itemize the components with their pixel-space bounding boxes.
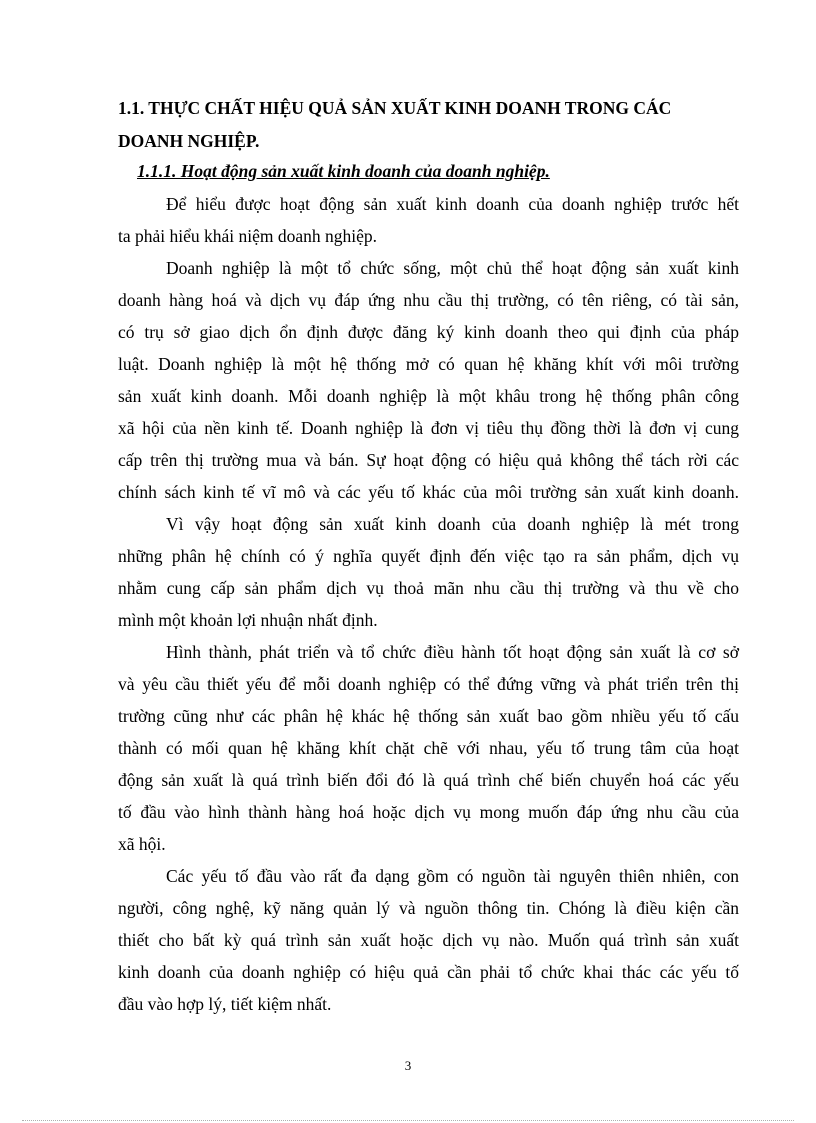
body-line: xã hội của nền kinh tế. Doanh nghiệp là đơn vị tiêu thụ đồng thời là đơn vị cung xyxy=(118,418,739,438)
body-line: thiết cho bất kỳ quá trình sản xuất hoặc dịch vụ nào. Muốn quá trình sản xuất xyxy=(118,930,739,950)
body-line: Hình thành, phát triển và tổ chức điều hành tốt hoạt động sản xuất là cơ sở xyxy=(166,642,739,662)
subsection-heading: 1.1.1. Hoạt động sản xuất kinh doanh của doanh nghiệp. xyxy=(137,161,550,181)
body-line: nhằm cung cấp sản phẩm dịch vụ thoả mãn nhu cầu thị trường và thu về cho xyxy=(118,578,739,598)
body-line: động sản xuất là quá trình biến đổi đó là quá trình chế biến chuyển hoá các yếu xyxy=(118,770,739,790)
section-heading-line-1: 1.1. THỰC CHẤT HIỆU QUẢ SẢN XUẤT KINH DOANH TRONG CÁC xyxy=(118,98,672,118)
body-line: doanh hàng hoá và dịch vụ đáp ứng nhu cầu thị trường, có tên riêng, có tài sản, xyxy=(118,290,739,310)
body-line: những phân hệ chính có ý nghĩa quyết định đến việc tạo ra sản phẩm, dịch vụ xyxy=(118,546,739,566)
body-line: kinh doanh của doanh nghiệp có hiệu quả cần phải tổ chức khai thác các yếu tố xyxy=(118,962,739,982)
body-line: trường cũng như các phân hệ khác hệ thống sản xuất bao gồm nhiều yếu tố cấu xyxy=(118,706,739,726)
body-line: mình một khoản lợi nhuận nhất định. xyxy=(118,610,378,630)
body-line: thành có mối quan hệ khăng khít chặt chẽ với nhau, yếu tố trung tâm của hoạt xyxy=(118,738,739,758)
body-line: tố đầu vào hình thành hàng hoá hoặc dịch vụ mong muốn đáp ứng nhu cầu của xyxy=(118,802,739,822)
page-number: 3 xyxy=(404,1058,412,1073)
body-line: sản xuất kinh doanh. Mỗi doanh nghiệp là một khâu trong hệ thống phân công xyxy=(118,386,739,406)
body-line: người, công nghệ, kỹ năng quản lý và nguồn thông tin. Chóng là điều kiện cần xyxy=(118,898,739,918)
body-line: cấp trên thị trường mua và bán. Sự hoạt động có hiệu quả không thể tách rời các xyxy=(118,450,739,470)
body-line: luật. Doanh nghiệp là một hệ thống mở có quan hệ khăng khít với môi trường xyxy=(118,354,739,374)
body-line: và yêu cầu thiết yếu để mỗi doanh nghiệp có thể đứng vững và phát triển trên thị xyxy=(118,674,739,694)
body-line: Các yếu tố đầu vào rất đa dạng gồm có nguồn tài nguyên thiên nhiên, con xyxy=(166,866,739,886)
page-bottom-rule xyxy=(22,1120,794,1121)
body-line: Doanh nghiệp là một tổ chức sống, một chủ thể hoạt động sản xuất kinh xyxy=(166,258,739,278)
body-line: chính sách kinh tế vĩ mô và các yếu tố khác của môi trường sản xuất kinh doanh. xyxy=(118,482,739,502)
body-line: đầu vào hợp lý, tiết kiệm nhất. xyxy=(118,994,332,1014)
body-line: ta phải hiểu khái niệm doanh nghiệp. xyxy=(118,226,378,246)
body-line: Vì vậy hoạt động sản xuất kinh doanh của doanh nghiệp là mét trong xyxy=(166,514,739,534)
section-heading-line-2: DOANH NGHIỆP. xyxy=(118,131,260,151)
body-line: Để hiểu được hoạt động sản xuất kinh doanh của doanh nghiệp trước hết xyxy=(166,194,739,214)
body-line: có trụ sở giao dịch ổn định được đăng ký kinh doanh theo qui định của pháp xyxy=(118,322,739,342)
body-line: xã hội. xyxy=(118,834,166,854)
